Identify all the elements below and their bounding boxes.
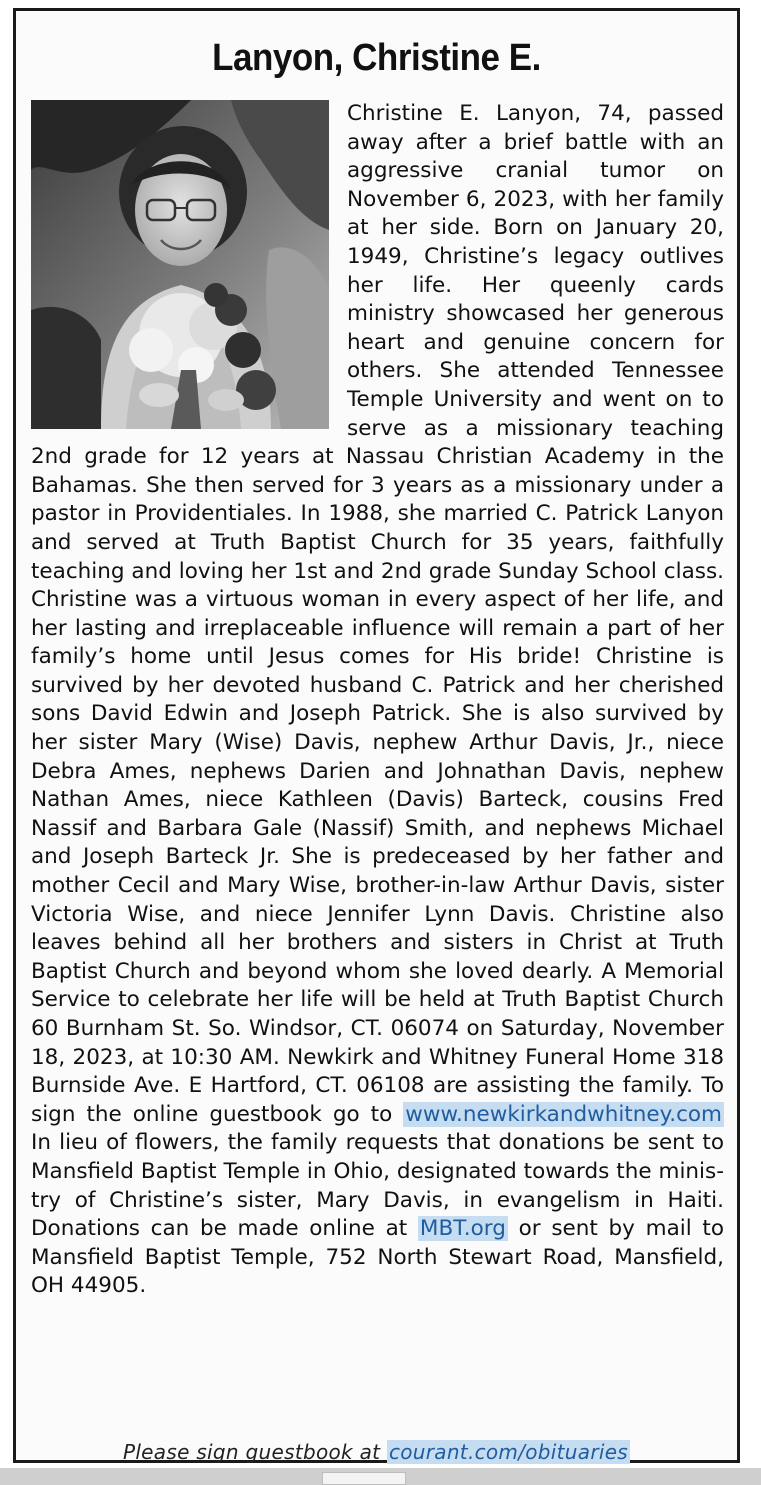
- obituaries-link[interactable]: courant.com/obituaries: [388, 1440, 629, 1464]
- portrait-photo-graphic: [31, 100, 329, 429]
- guestbook-signoff: [16, 1440, 737, 1464]
- portrait-photo: [31, 100, 329, 429]
- obituary-text-part-1: Christine E. Lanyon, 74, passed away after a brief battle with an aggressive cranial tumor on November 6, 2023, with her family at her side. Born on January 20, 1949, Christine’s legacy outlives her life. Her queenly cards ministry showcased her generous heart and genuine concern for others. She attended Tennessee Temple University and went on to serve as a missionary teaching 2nd grade for 12 years at Nassau Christian Academy in the Bahamas. She then served for 3 years as a missionary under a pastor in Providentiales. In 1988, she married C. Patrick Lanyon and served at Truth Baptist Church for 35 years, faithfully teaching and loving her 1st and 2nd grade Sunday School class. Christine was a virtuous woman in every aspect of her life, and her lasting and irreplaceable influence will remain a part of her family’s home until Jesus comes for His bride! Christine is survived by her devoted husband C. Patrick and her cherished sons David Edwin and Joseph Patrick. She is also survived by her sister Mary (Wise) Davis, nephew Arthur Davis, Jr., niece Debra Ames, nephews Darien and Johnathan Davis, nephew Nathan Ames, niece Kathleen (Davis) Barteck, cousins Fred Nassif and Barbara Gale (Nassif) Smith, and nephews Michael and Joseph Barteck Jr. She is predeceased by her father and mother Cecil and Mary Wise, brother-in-law Arthur Davis, sister Victoria Wise, and niece Jennifer Lynn Davis. Christine also leaves behind all her brothers and sisters in Christ at Truth Baptist Church and beyond whom she loved dearly. A Memorial Service to celebrate her life will be held at Truth Baptist Church 60 Burnham St. So. Windsor, CT. 06074 on Saturday, November 18, 2023, at 10:30 AM. Newkirk and Whitney Funeral Home 318 Burnside Ave. E Hartford, CT. 06108 are assisting the family. To sign the online guestbook go to: [31, 101, 724, 1127]
- page-thumbnail[interactable]: [322, 1472, 406, 1485]
- obituary-body: [31, 100, 724, 1301]
- mbt-link[interactable]: MBT.org: [419, 1216, 506, 1242]
- obituary-frame: [13, 8, 740, 1463]
- obituary-title: Lanyon, Christine E.: [212, 37, 541, 79]
- signoff-text: Please sign guestbook at: [122, 1440, 387, 1464]
- obituary-text-part-3: or sent by mail to Mansfield Baptist Temple, 752 North Stewart Road, Mansfield, OH 44905.: [31, 1216, 724, 1299]
- funeral-home-link[interactable]: www.newkirkandwhitney.com: [405, 1101, 722, 1127]
- obituary-text-part-2: In lieu of flowers, the family requests that donations be sent to Mansfield Baptist Temple in Ohio, designated towards the ministry of Christine’s sister, Mary Davis, in evangelism in Haiti. Donations can be made online at: [31, 1130, 724, 1242]
- viewer-bottom-bar: [0, 1468, 761, 1485]
